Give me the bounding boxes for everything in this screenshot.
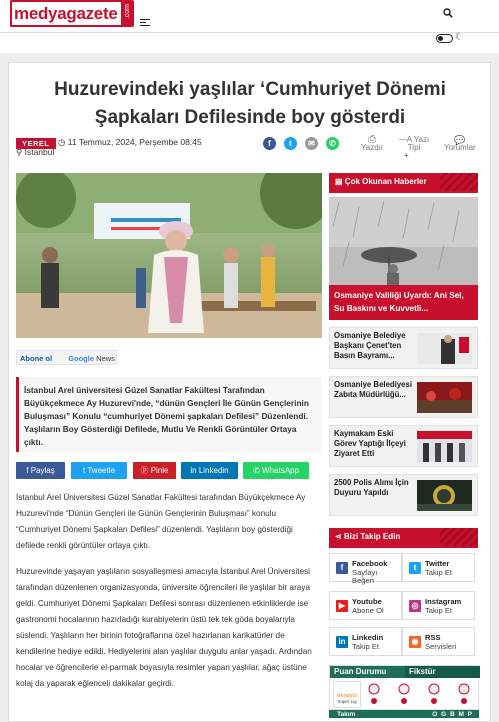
twitter-share-icon[interactable]: t <box>284 137 297 150</box>
follow-us-header: ⋖ Bizi Takip Edin <box>329 528 478 546</box>
share-pinterest-button[interactable]: ⓟ Pinle <box>133 462 176 479</box>
news-item-title: Osmaniye Belediye Başkanı Çenet'ten Basın Bayramı... <box>334 331 406 360</box>
follow-twitter[interactable]: t Twitter Takip Et <box>402 553 475 582</box>
matchday-scores-graphic <box>366 681 476 707</box>
nav-item[interactable] <box>179 0 213 1</box>
comment-icon: 💬 <box>454 135 466 145</box>
main-nav <box>140 0 412 1</box>
article-title: Huzurevindeki yaşlılar ‘Cumhuriyet Dönemi Şapkaları Defilesinde boy gösterdi <box>54 79 446 128</box>
follow-youtube[interactable]: ▶ Youtube Abone Ol <box>329 591 402 620</box>
location: ⚲ İstanbul <box>16 147 55 157</box>
twitter-icon: t <box>409 562 421 574</box>
search-icon[interactable] <box>443 8 453 18</box>
share-facebook-button[interactable]: f Paylaş <box>16 462 65 479</box>
linkedin-icon: in <box>336 636 348 648</box>
standings-table-header: Takım O G B M P <box>329 710 479 718</box>
news-thumbnail <box>417 431 472 462</box>
sponsor-logo: trendyol Süper Lig <box>333 681 361 708</box>
hamburger-menu-icon[interactable] <box>140 19 150 27</box>
site-header <box>0 0 499 33</box>
article-paragraph: İstanbul Arel Üniversitesi Güzel Sanatlar Fakültesi tarafından Büyükçekmece Ay Huzurevi'nde “Dünün Gençleri ile Günün Gençlerinin Buluşması” konulu “Cumhuriyet Dönemi Şapkaları Defilesi” düzenlendi. Yaşlıların boy gösterdiği defilede renkli görüntüler ortaya çıktı. <box>16 493 306 550</box>
nav-item[interactable] <box>329 0 354 1</box>
news-thumbnail <box>417 480 472 511</box>
follow-linkedin[interactable]: in Linkedin Takip Et <box>329 627 402 656</box>
print-button[interactable]: ⎙ Yazdır <box>361 134 384 152</box>
standings-tab[interactable]: Puan Durumu <box>330 666 405 678</box>
google-news-follow[interactable]: Abone ol Google News <box>16 350 117 365</box>
news-item-title: Osmaniye Belediyesi Zabıta Müdürlüğü... <box>334 380 413 399</box>
comments-button[interactable]: 💬 Yorumlar <box>444 135 476 152</box>
article-summary: İstanbul Arel üniversitesi Güzel Sanatlar Fakültesi Tarafından Büyükçekmece Ay Huzurevi'nde, “dünün Gençleri İle Günün Gençlerinin Buluşması” Konulu “cumhuriyet Dönemi şapkaları Defilesi” Düzenlendi. Yaşlıların Boy Gösterdiği Defilede, Mutlu Ve Renkli Görüntüler Ortaya çıktı. <box>16 377 322 452</box>
article-meta <box>16 136 492 160</box>
facebook-share-icon[interactable]: f <box>263 137 276 150</box>
nav-item[interactable] <box>264 0 285 1</box>
featured-news[interactable] <box>329 197 478 320</box>
youtube-icon: ▶ <box>336 600 348 612</box>
nav-item[interactable] <box>140 0 171 1</box>
share-whatsapp-button[interactable]: ✆ WhatsApp <box>243 462 309 479</box>
news-item[interactable] <box>329 425 478 467</box>
popular-news-header: ▤ Çok Okunan Haberler <box>329 173 478 191</box>
pinterest-icon: ⓟ <box>140 466 149 475</box>
article-paragraph: Huzurevinde yaşayan yaşlıların sosyalleşmesi amacıyla İstanbul Arel Üniversitesi tarafından düzenlenen organizasyonda, üniversite öğrencileri ile yaşlılar bir araya geldi. Cumhuriyet Dönemi Şapkaları Defilesi sonrası düzenlenen etkinliklerde ise gastronomi hocalarının hazırladığı kurabiyelerin üstü tek tek göda boyalarıyla süslendi. Yaşlıların her birinin fotoğraflarına özel hazırlanan karikatürler de kendilerine hediye edildi. Hediyelerini alan yaşlılar duygulu anlar yaşadı. Ardından hocalar ve öğrencilerle el-parmak boyasıyla resimler yapan yaşlılar, ağaç üstüne kolaj da yaparak eğlenceli dakikalar geçirdi. <box>16 567 312 688</box>
logo-text: medyagazete <box>10 0 121 27</box>
publish-date: ◷ 11 Temmuz, 2024, Perşembe 08:45 <box>58 137 202 147</box>
whatsapp-share-icon[interactable]: ✆ <box>326 137 339 150</box>
follow-rss[interactable]: ◉ RSS Servisleri <box>402 627 475 656</box>
facebook-icon: f <box>336 562 348 574</box>
news-item[interactable] <box>329 474 478 516</box>
news-item-title: 2500 Polis Alımı İçin Duyuru Yapıldı <box>334 478 409 497</box>
share-linkedin-button[interactable]: in Linkedin <box>181 462 238 479</box>
header-underline <box>329 191 478 193</box>
whatsapp-icon: ✆ <box>253 466 260 475</box>
dark-mode-toggle[interactable] <box>436 34 453 43</box>
news-item-title: Kaymakam Eski Görev Yaptığı İlçeyi Ziyaret Etti <box>334 429 406 458</box>
print-icon: ⎙ <box>368 134 377 145</box>
category-badge[interactable]: YEREL <box>16 138 56 149</box>
clock-icon: ◷ <box>58 137 66 147</box>
header-subbar <box>0 33 499 53</box>
news-thumbnail <box>417 333 472 364</box>
follow-instagram[interactable]: ◎ Instagram Takip Et <box>402 591 475 620</box>
fixtures-tab[interactable]: Fikstür <box>405 666 480 678</box>
share-icon: ⋖ <box>335 532 342 541</box>
share-twitter-button[interactable]: t Tweetle <box>71 462 127 479</box>
linkedin-icon: in <box>190 466 197 475</box>
email-share-icon[interactable]: ✉ <box>305 137 318 150</box>
news-item[interactable] <box>329 327 478 369</box>
map-pin-icon: ⚲ <box>16 147 23 157</box>
featured-news-caption: Osmaniye Valiliği Uyardı: Ani Sel, Su Baskını ve Kuvvetli... <box>329 285 478 320</box>
rss-icon: ◉ <box>409 636 421 648</box>
nav-item[interactable] <box>293 0 321 1</box>
league-table-widget <box>329 665 479 710</box>
nav-item[interactable] <box>221 0 256 1</box>
nav-item[interactable] <box>362 0 405 1</box>
google-news-logo: Google News <box>68 354 115 363</box>
news-thumbnail <box>417 382 472 413</box>
news-item[interactable] <box>329 376 478 418</box>
facebook-icon: f <box>26 466 29 475</box>
header-underline <box>329 546 478 548</box>
font-size-button[interactable]: —A Yazı Tipi + <box>398 135 430 160</box>
article-main-image[interactable] <box>16 173 322 338</box>
twitter-icon: t <box>83 466 86 475</box>
logo-suffix: .com <box>124 4 131 20</box>
instagram-icon: ◎ <box>409 600 421 612</box>
newspaper-icon: ▤ <box>335 177 343 186</box>
follow-facebook[interactable]: f Facebook Sayfayı Beğen <box>329 553 402 582</box>
site-logo[interactable] <box>10 0 134 27</box>
moon-icon: ☾ <box>455 32 464 43</box>
